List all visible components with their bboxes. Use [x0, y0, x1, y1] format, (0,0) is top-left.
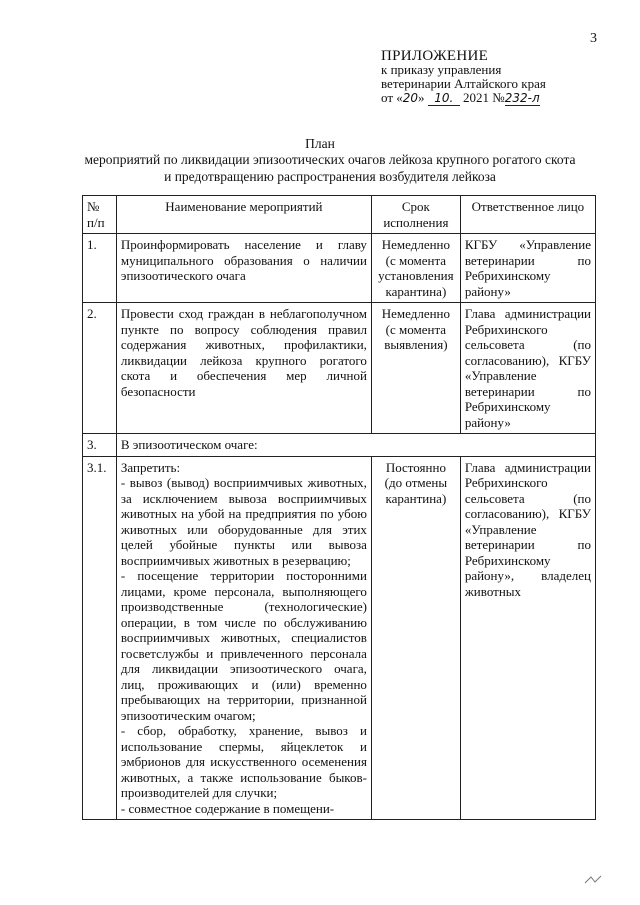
row-measure: В эпизоотическом очаге:	[116, 434, 595, 457]
date-year: 2021 №	[459, 90, 505, 105]
row-number: 3.1.	[83, 456, 117, 820]
plan-subtitle-line: мероприятий по ликвидации эпизоотических очагов лейкоза крупного рогатого скота	[84, 152, 576, 167]
table-row	[83, 434, 596, 457]
measures-table	[82, 195, 596, 820]
page-number: 3	[590, 31, 597, 46]
row-measure: Провести сход граждан в неблагополучном пункте по вопросу соблюдения правил содержания животных, профилактики, ликвидации лейкоза крупного рогатого скота и обеспечения мер личной безопасности	[116, 303, 371, 434]
table-row	[83, 456, 596, 820]
row-term: Постоянно (до отмены карантина)	[371, 456, 460, 820]
header-number: № п/п	[83, 196, 117, 234]
appendix-title: ПРИЛОЖЕНИЕ	[381, 48, 489, 64]
date-day: 20	[402, 91, 419, 105]
order-number: 232-л	[504, 91, 540, 105]
row-number: 2.	[83, 303, 117, 434]
row-responsible: КГБУ «Управление ветеринарии по Ребрихинскому району»	[460, 234, 595, 303]
appendix-line: ветеринарии Алтайского края	[381, 76, 546, 91]
plan-title: План	[305, 136, 335, 151]
row-measure: Запретить: - вывоз (вывод) восприимчивых животных, за исключением вывоза восприимчивых животных на убой на предприятия по убою животных или оборудованные для этих целей убойные пункты или вывоза восприимчивых животных в резервацию; - посещение территории посторонними лицами, кроме персонала, выполняющего производственные (технологические) операции, в том числе по обслуживанию восприимчивых животных, специалистов госветслужбы и привлеченного персонала для ликвидации эпизоотического очага, лиц, проживающих и (или) временно пребывающих на территории, признанной эпизоотическим очагом; - сбор, обработку, хранение, вывоз и использование спермы, яйцеклеток и эмбрионов для искусственного осеменения животных, а также использование быков-производителей для случки; - совместное содержание в помещени-	[116, 456, 371, 820]
header-term: Срок исполнения	[371, 196, 460, 234]
plan-subtitle	[60, 151, 600, 185]
header-measure: Наименование мероприятий	[116, 196, 371, 234]
row-measure: Проинформировать население и главу муниципального образования о наличии эпизоотического очага	[116, 234, 371, 303]
appendix-block	[381, 49, 546, 106]
date-prefix: от «	[381, 90, 403, 105]
table-header-row	[83, 196, 596, 234]
appendix-line: к приказу управления	[381, 62, 502, 77]
date-separator: »	[418, 90, 428, 105]
plan-subtitle-line: и предотвращению распространения возбудителя лейкоза	[164, 169, 496, 184]
row-number: 3.	[83, 434, 117, 457]
table-row	[83, 234, 596, 303]
table-row	[83, 303, 596, 434]
date-month: 10.	[428, 91, 460, 106]
row-term: Немедленно (с момента выявления)	[371, 303, 460, 434]
order-date	[381, 91, 546, 106]
row-number: 1.	[83, 234, 117, 303]
row-responsible: Глава администрации Ребрихинского сельсовета (по согласованию), КГБУ «Управление ветеринарии по Ребрихинскому району», владелец животных	[460, 456, 595, 820]
header-responsible: Ответственное лицо	[460, 196, 595, 234]
corner-mark-icon	[583, 874, 603, 886]
row-responsible: Глава администрации Ребрихинского сельсовета (по согласованию), КГБУ «Управление ветеринарии по Ребрихинскому району»	[460, 303, 595, 434]
row-term: Немедленно (с момента установления карантина)	[371, 234, 460, 303]
